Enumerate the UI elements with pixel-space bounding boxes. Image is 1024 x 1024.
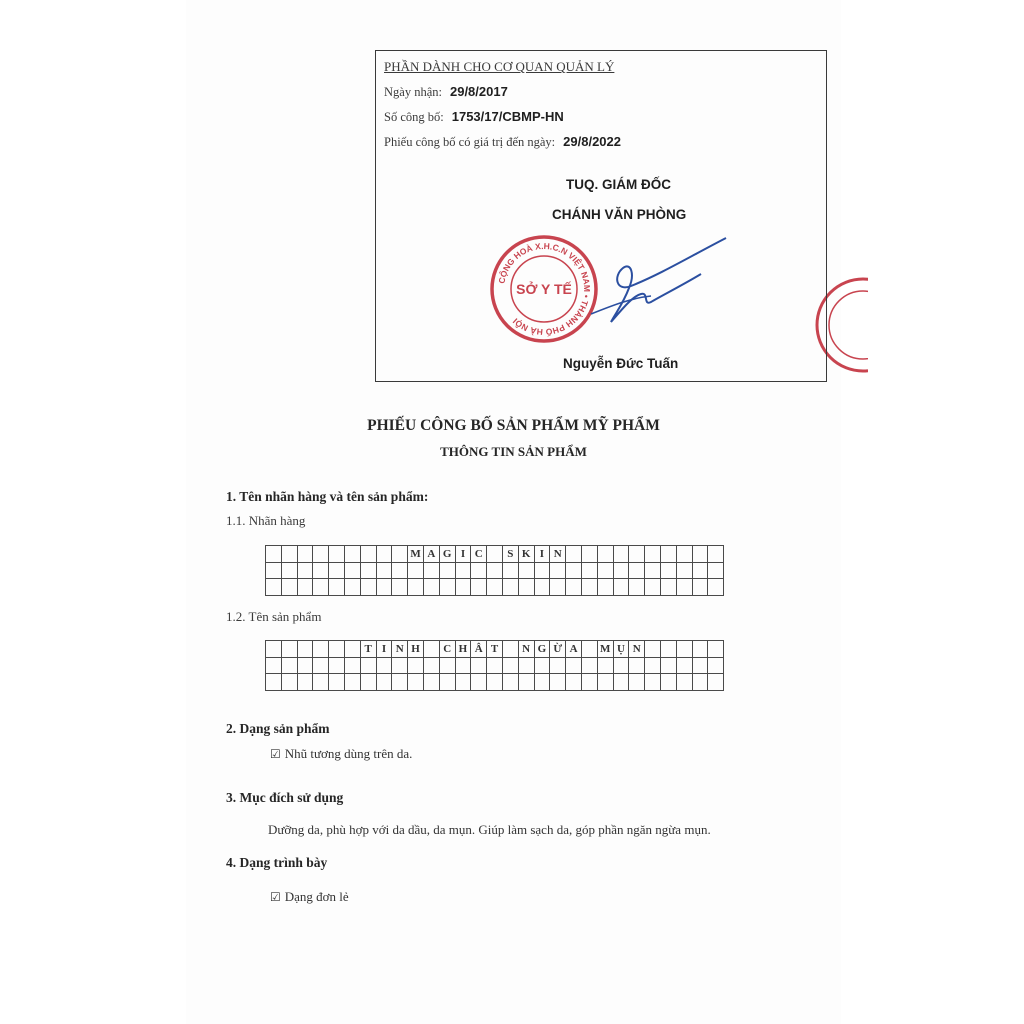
valid-row [384,134,621,150]
grid-cell [344,579,360,596]
grid-cell [645,562,661,579]
grid-cell [360,579,376,596]
stamp-center-text: SỞ Y TẾ [516,281,572,297]
grid-cell [329,579,345,596]
grid-cell: A [566,641,582,658]
grid-cell [676,674,692,691]
grid-cell [344,674,360,691]
grid-cell [597,657,613,674]
grid-cell: T [487,641,503,658]
signer-name: Nguyễn Đức Tuấn [563,356,679,371]
grid-cell [487,562,503,579]
grid-cell [566,562,582,579]
grid-cell [344,641,360,658]
grid-cell [423,562,439,579]
grid-cell [581,562,597,579]
grid-cell [471,657,487,674]
grid-cell: K [518,546,534,563]
grid-cell [423,641,439,658]
grid-cell [439,562,455,579]
grid-cell [376,674,392,691]
grid-cell [313,562,329,579]
grid-cell [566,546,582,563]
grid-cell [376,657,392,674]
grid-cell [471,562,487,579]
grid-cell [392,674,408,691]
grid-cell [344,657,360,674]
grid-cell [597,579,613,596]
grid-cell [645,657,661,674]
grid-cell [439,657,455,674]
grid-cell: H [455,641,471,658]
grid-cell: M [597,641,613,658]
grid-cell [708,674,724,691]
grid-cell [313,641,329,658]
signature-icon [571,226,731,336]
grid-cell [613,657,629,674]
grid-cell: N [629,641,645,658]
grid-cell [281,657,297,674]
grid-cell [708,579,724,596]
grid-cell: I [534,546,550,563]
grid-cell: Ừ [550,641,566,658]
grid-cell: N [518,641,534,658]
grid-cell [518,657,534,674]
checkbox-checked-icon: ☑ [270,747,281,761]
grid-cell [487,579,503,596]
grid-cell [423,579,439,596]
grid-cell [471,579,487,596]
grid-cell: Ụ [613,641,629,658]
grid-cell [297,657,313,674]
grid-cell [502,579,518,596]
receipt-date-row [384,84,508,100]
grid-cell [392,546,408,563]
grid-cell [629,546,645,563]
grid-cell [360,674,376,691]
grid-cell [676,657,692,674]
grid-cell [329,546,345,563]
grid-cell [518,562,534,579]
grid-cell [423,674,439,691]
grid-cell [266,657,282,674]
grid-cell [281,641,297,658]
grid-cell [534,579,550,596]
grid-cell [281,579,297,596]
grid-cell [439,674,455,691]
grid-cell [660,674,676,691]
grid-cell [581,546,597,563]
grid-cell [660,562,676,579]
grid-cell [329,562,345,579]
grid-cell [297,641,313,658]
grid-cell [313,579,329,596]
grid-cell [455,579,471,596]
grid-cell [329,674,345,691]
grid-cell [534,562,550,579]
grid-cell [408,562,424,579]
grid-cell [376,579,392,596]
grid-cell: M [408,546,424,563]
grid-cell [613,579,629,596]
grid-cell [629,674,645,691]
grid-cell [502,562,518,579]
grid-cell [471,674,487,691]
admin-section-box [375,50,827,382]
section-4-heading: 4. Dạng trình bày [226,855,328,870]
grid-cell [629,562,645,579]
valid-value: 29/8/2022 [563,134,621,149]
grid-cell [708,546,724,563]
admin-heading: PHẦN DÀNH CHO CƠ QUAN QUẢN LÝ [384,59,615,74]
grid-cell [392,579,408,596]
grid-cell: C [439,641,455,658]
section-2-heading: 2. Dạng sản phẩm [226,721,330,736]
grid-cell [455,674,471,691]
grid-cell: H [408,641,424,658]
grid-cell [297,674,313,691]
grid-cell [708,641,724,658]
grid-cell: C [471,546,487,563]
grid-cell [313,674,329,691]
grid-cell [266,562,282,579]
page-margin [0,0,186,1024]
grid-cell: S [502,546,518,563]
grid-cell [297,562,313,579]
grid-row [266,562,724,579]
number-row [384,109,564,125]
grid-cell [645,641,661,658]
grid-cell [266,579,282,596]
grid-cell [676,546,692,563]
grid-cell [676,641,692,658]
grid-cell [376,546,392,563]
brand-label: 1.1. Nhãn hàng [226,513,306,528]
grid-cell [660,546,676,563]
grid-cell [613,546,629,563]
grid-cell [329,641,345,658]
section-1-heading: 1. Tên nhãn hàng và tên sản phẩm: [226,489,429,504]
grid-cell [534,674,550,691]
grid-cell [550,674,566,691]
form-subtitle: THÔNG TIN SẢN PHẨM [440,444,587,459]
purpose-text: Dưỡng da, phù hợp với da dầu, da mụn. Giúp làm sạch da, góp phần ngăn ngừa mụn. [268,822,711,837]
grid-cell [455,657,471,674]
receipt-date-label: Ngày nhận: [384,85,442,99]
grid-cell [581,657,597,674]
grid-cell [344,546,360,563]
grid-cell [487,657,503,674]
grid-cell [266,641,282,658]
stamp-ring-text: CỘNG HOÀ X.H.C.N VIỆT NAM • THÀNH PHỐ HÀ NỘI [496,240,593,338]
grid-cell [281,546,297,563]
grid-cell [281,562,297,579]
grid-cell [487,674,503,691]
grid-cell [550,657,566,674]
grid-cell [597,674,613,691]
grid-cell [660,579,676,596]
grid-cell: G [439,546,455,563]
product-name-grid [265,640,724,691]
product-label: 1.2. Tên sản phẩm [226,609,322,624]
grid-cell [408,579,424,596]
grid-cell: A [423,546,439,563]
grid-cell [566,657,582,674]
grid-cell [629,579,645,596]
grid-cell [376,562,392,579]
grid-cell [408,674,424,691]
grid-cell [266,546,282,563]
grid-cell [408,657,424,674]
grid-cell: N [392,641,408,658]
grid-row [266,546,724,563]
grid-cell [692,579,708,596]
grid-cell [360,657,376,674]
grid-cell [597,562,613,579]
presentation-value: Dạng đơn lẻ [284,889,349,904]
grid-cell [518,674,534,691]
grid-cell [423,657,439,674]
grid-cell [487,546,503,563]
grid-cell [566,579,582,596]
section-3-heading: 3. Mục đích sử dụng [226,790,344,805]
form-type-value: Nhũ tương dùng trên da. [284,746,413,761]
grid-cell [344,562,360,579]
grid-cell [455,562,471,579]
grid-cell [645,674,661,691]
grid-cell [329,657,345,674]
grid-cell [360,562,376,579]
grid-cell: N [550,546,566,563]
brand-name-grid [265,545,724,596]
form-type-row [270,746,412,762]
grid-cell [692,674,708,691]
grid-cell [297,546,313,563]
grid-cell [692,546,708,563]
grid-cell [392,657,408,674]
grid-cell: Â [471,641,487,658]
grid-cell [502,657,518,674]
grid-cell [439,579,455,596]
grid-cell [645,546,661,563]
grid-cell [629,657,645,674]
grid-cell [581,579,597,596]
grid-cell [660,657,676,674]
grid-cell [581,641,597,658]
grid-cell [313,657,329,674]
grid-cell: T [360,641,376,658]
presentation-row [270,889,349,905]
grid-cell [676,562,692,579]
grid-cell [708,562,724,579]
grid-row [266,579,724,596]
grid-cell: I [376,641,392,658]
grid-cell [708,657,724,674]
sign-title-2: CHÁNH VĂN PHÒNG [552,207,687,222]
sign-title-1: TUQ. GIÁM ĐỐC [566,177,671,192]
grid-row [266,674,724,691]
valid-label: Phiếu công bố có giá trị đến ngày: [384,135,556,149]
grid-cell [518,579,534,596]
form-title: PHIẾU CÔNG BỐ SẢN PHẨM MỸ PHẨM [367,417,660,434]
grid-cell [660,641,676,658]
grid-cell [645,579,661,596]
grid-cell [692,641,708,658]
grid-cell: I [455,546,471,563]
grid-row [266,641,724,658]
checkbox-checked-icon: ☑ [270,890,281,904]
receipt-date-value: 29/8/2017 [449,84,508,99]
grid-cell [297,579,313,596]
grid-row [266,657,724,674]
grid-cell [313,546,329,563]
number-label: Số công bố: [384,110,444,124]
grid-cell [502,641,518,658]
grid-cell [692,657,708,674]
grid-cell [597,546,613,563]
grid-cell [613,674,629,691]
grid-cell [360,546,376,563]
grid-cell [392,562,408,579]
grid-cell [281,674,297,691]
number-value: 1753/17/CBMP-HN [451,109,564,124]
grid-cell [692,562,708,579]
grid-cell [613,562,629,579]
grid-cell [266,674,282,691]
grid-cell: G [534,641,550,658]
grid-cell [676,579,692,596]
grid-cell [502,674,518,691]
grid-cell [566,674,582,691]
grid-cell [550,562,566,579]
grid-cell [581,674,597,691]
grid-cell [550,579,566,596]
grid-cell [534,657,550,674]
